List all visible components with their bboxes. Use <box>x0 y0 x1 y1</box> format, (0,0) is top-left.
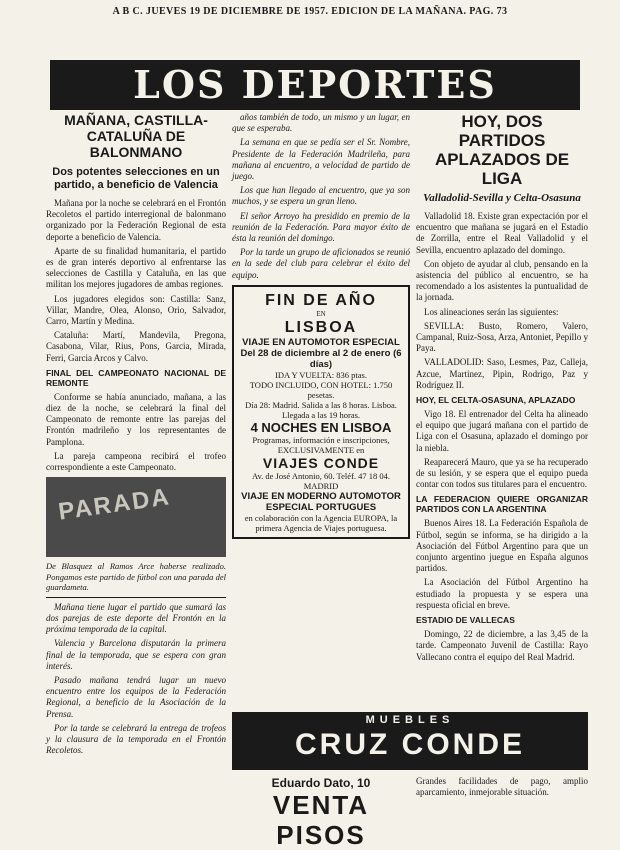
liga-subhead: Valladolid-Sevilla y Celta-Osasuna <box>423 192 581 204</box>
column-2 <box>232 112 410 539</box>
article-paragraph: Pasado mañana tendrá lugar un nuevo encuentro entre los equipos de la Federación Regional, a beneficio de la Asociación de la Prensa. <box>46 674 226 719</box>
news-photo <box>46 477 226 557</box>
ad-line: TODO INCLUIDO, CON HOTEL: 1.750 pesetas. <box>249 379 393 400</box>
ad-agency: VIAJES CONDE <box>262 454 380 471</box>
section-banner <box>50 60 580 110</box>
photo-text: PARADA <box>56 483 173 526</box>
article-paragraph: VALLADOLID: Saso, Lesmes, Paz, Calleja, Azcue, Martinez, Pipin, Rodrigo, Paz y Rodríguez II. <box>416 357 588 390</box>
article-paragraph: Los que han llegado al encuentro, que ya son muchos, y se espera un gran lleno. <box>232 185 410 207</box>
federacion-section-heading: LA FEDERACION QUIERE ORGANIZAR PARTIDOS CON LA ARGENTINA <box>416 494 588 515</box>
ad-line: IDA Y VUELTA: 836 ptas. <box>275 369 367 380</box>
remonte-section-heading: FINAL DEL CAMPEONATO NACIONAL DE REMONTE <box>46 367 226 388</box>
celta-section-heading: HOY, EL CELTA-OSASUNA, APLAZADO <box>416 395 576 406</box>
venta-text: Grandes facilidades de pago, amplio aparcamiento, inmejorable situación. <box>416 776 588 797</box>
photo-caption: De Blasquez al Ramos Arce haberse realizado. Pongamos este partido de fútbol con una parada del guardameta. <box>46 561 226 593</box>
ad-city: LISBOA <box>284 318 358 336</box>
article-paragraph: Mañana por la noche se celebrará en el Frontón Recoletos el partido interregional de balonmano organizado por la Federación Regional de esta deporte a beneficio de Valencia. <box>46 198 226 242</box>
article-paragraph: Mañana tiene lugar el partido que sumará las dos parejas de este deporte del Frontón en la próxima temporada de la capital. <box>46 601 226 635</box>
article-paragraph: Cataluña: Martí, Mandevila, Pregona, Casabona, Vilar, Rius, Pons, Garcia, Mirada, Ferri, Garcia Arcos y Calvo. <box>46 330 226 363</box>
venta-pisos-ad <box>232 776 410 850</box>
article-paragraph: Buenos Aires 18. La Federación Española de Fútbol, según se informa, se ha dirigido a la Asociación del Fútbol Argentino para que un conjunto argentino juegue en España algunos partidos. <box>416 518 588 574</box>
ad-line: VIAJE EN MODERNO AUTOMOTOR ESPECIAL PORTUGUES <box>241 490 401 513</box>
ad-line: en colaboración con la Agencia EUROPA, la primera Agencia de Viajes portuguesa. <box>244 512 398 533</box>
muebles-brand: CRUZ CONDE <box>295 728 525 761</box>
vallecas-section-heading: ESTADIO DE VALLECAS <box>416 615 515 626</box>
article-paragraph: La Asociación del Fútbol Argentino ha estudiado la propuesta y se espera una respuesta oficial en breve. <box>416 577 588 610</box>
article-paragraph: SEVILLA: Busto, Romero, Valero, Campanal, Ruiz-Sosa, Arza, Antoniet, Pepillo y Paya. <box>416 320 588 354</box>
article-paragraph: Por la tarde se celebrará la entrega de trofeos y la clausura de la temporada en el Frontón Recoletos. <box>46 722 226 756</box>
venta-title: VENTA PISOS <box>272 790 370 850</box>
article-paragraph: El señor Arroyo ha presidido en premio de la reunión de la Federación. Para mayor éxito de ésta la reunión del domingo. <box>232 210 410 244</box>
ad-line: Día 28: Madrid. Salida a las 8 horas. Lisboa. Llegada a las 19 horas. <box>245 399 397 420</box>
muebles-ad <box>232 712 588 770</box>
ad-address: Av. de José Antonio, 60. Teléf. 47 18 04. MADRID <box>251 470 391 491</box>
handball-subhead: Dos potentes selecciones en un partido, a beneficio de Valencia <box>52 166 220 191</box>
column-3 <box>416 112 588 666</box>
article-paragraph: Aparte de su finalidad humanitaria, el partido es de gran interés deportivo al enfrentarse las selecciones de Castilla y Cataluña, en las que militan los mejores jugadores de ambas regiones. <box>46 245 226 290</box>
ad-title: FIN DE AÑO <box>265 291 377 309</box>
article-paragraph: Con objeto de ayudar al club, pensando en la asistencia del público al encuentro, se ha recomendado a los asistentes la puntualidad de la jornada. <box>416 258 588 303</box>
article-paragraph: Por la tarde un grupo de aficionados se reunió en la sede del club para celebrar el éxito del equipo. <box>232 247 410 280</box>
ad-line: 4 NOCHES EN LISBOA <box>250 419 392 435</box>
article-paragraph: años también de todo, un mismo y un lugar, en que se esperaba. <box>232 112 410 134</box>
divider <box>46 597 226 598</box>
muebles-line: MUEBLES <box>365 714 455 726</box>
article-paragraph: Vigo 18. El entrenador del Celta ha alineado el equipo que jugará mañana con el partido de Liga con el Osasuna, aplazado el domingo por la niebla. <box>416 409 588 453</box>
ad-line: VIAJE EN AUTOMOTOR ESPECIAL <box>242 336 400 348</box>
article-paragraph: La semana en que se pedía ser el Sr. Nombre, Presidente de la Federación Madrileña, para mañana al encuentro, a velocidad de partido de juego. <box>232 137 410 182</box>
article-paragraph: Valladolid 18. Existe gran expectación por el encuentro que mañana se jugará en el Estadio de Zorrilla, entre el Real Valladolid y el Sevilla, encuentro aplazado del domingo. <box>416 211 588 255</box>
column-1 <box>46 112 226 759</box>
article-paragraph: La pareja campeona recibirá el trofeo correspondiente a este Campeonato. <box>46 450 226 473</box>
article-paragraph: Reaparecerá Mauro, que ya se ha recuperado de su lesión, y se espera que el equipo pueda contar con todos sus titulares para el encuentro. <box>416 456 588 490</box>
page-header: A B C. JUEVES 19 DE DICIEMBRE DE 1957. EDICION DE LA MAÑANA. PAG. 73 <box>112 6 508 17</box>
article-paragraph: Domingo, 22 de diciembre, a las 3,45 de la tarde. Campeonato Juvenil de Castilla: Rayo Vallecano contra el equipo del Real Madrid. <box>416 629 588 662</box>
article-paragraph: Los jugadores elegidos son: Castilla: Sanz, Villar, Mandre, Olea, Alonso, Orio, Salvador, Carro, Martín y Medina. <box>46 293 226 327</box>
article-paragraph: Conforme se había anunciado, mañana, a las diez de la noche, se celebrará la final del Campeonato de remonte entre las parejas del Frontón madrileño y los representantes de Pamplona. <box>46 391 226 447</box>
article-paragraph: Valencia y Barcelona disputarán la primera final de la temporada, que se espera con gran interés. <box>46 638 226 671</box>
liga-headline: HOY, DOS PARTIDOS APLAZADOS DE LIGA <box>434 112 570 188</box>
article-paragraph: Los alineaciones serán las siguientes: <box>424 306 559 317</box>
ad-line: EN <box>316 309 326 318</box>
lisboa-travel-ad <box>232 285 410 539</box>
venta-address: Eduardo Dato, 10 <box>271 776 371 790</box>
ad-line: Programas, información e inscripciones, EXCLUSIVAMENTE en <box>252 434 390 455</box>
ad-line: Del 28 de diciembre al 2 de enero (6 días) <box>240 347 402 370</box>
handball-headline: MAÑANA, CASTILLA-CATALUÑA DE BALONMANO <box>64 112 208 160</box>
banner-title: LOS DEPORTES <box>133 62 497 107</box>
